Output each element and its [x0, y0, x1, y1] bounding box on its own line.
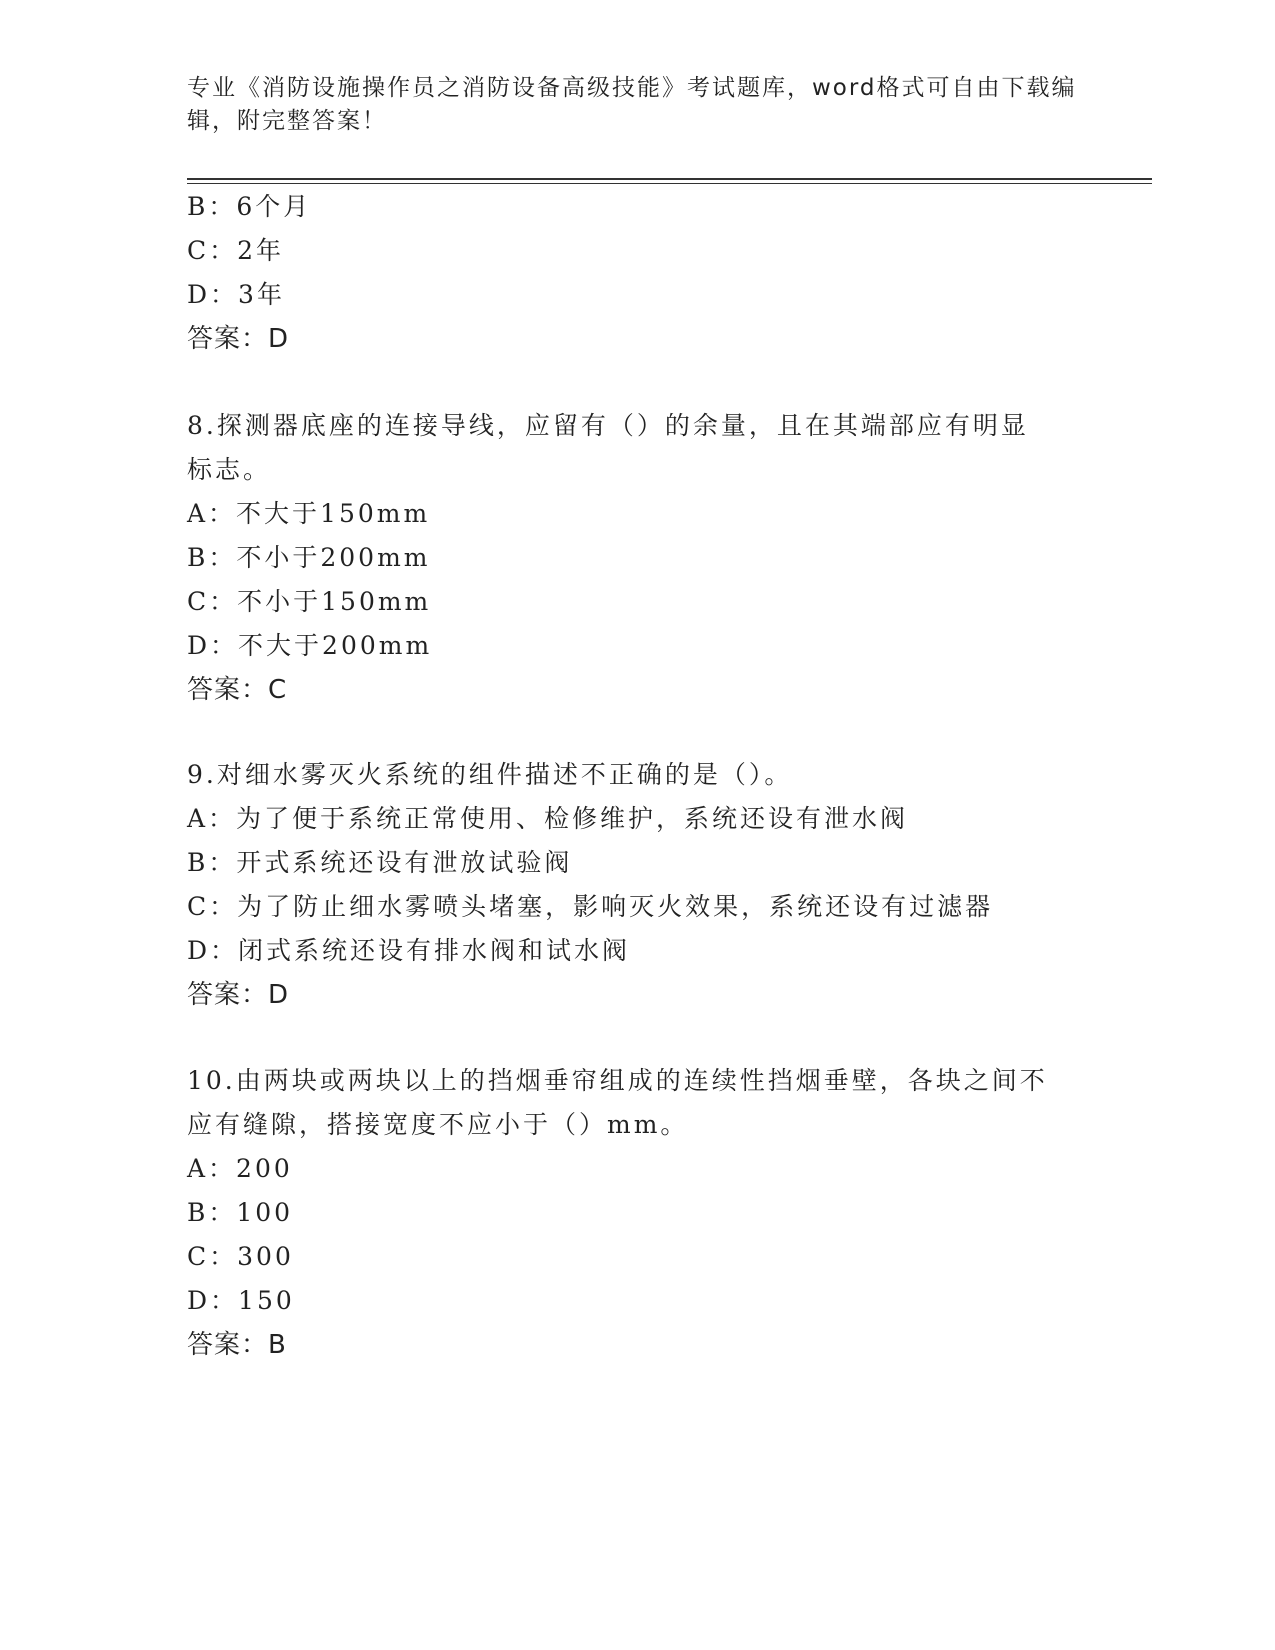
question-9-option-d: D：闭式系统还设有排水阀和试水阀 — [187, 936, 631, 965]
question-10-option-b: B：100 — [187, 1198, 294, 1227]
question-10-stem-cont: 应有缝隙，搭接宽度不应小于（）mm。 — [187, 1110, 689, 1139]
document-header — [187, 72, 1077, 138]
option-c: C：2年 — [187, 236, 285, 265]
question-10-option-c: C：300 — [187, 1242, 294, 1271]
question-9-option-a: A：为了便于系统正常使用、检修维护，系统还设有泄水阀 — [187, 804, 909, 833]
question-9-answer: 答案：D — [187, 980, 290, 1010]
question-10-stem: 10.由两块或两块以上的挡烟垂帘组成的连续性挡烟垂壁，各块之间不 — [187, 1066, 1048, 1095]
question-10-option-a: A：200 — [187, 1154, 293, 1183]
question-8-option-a: A：不大于150mm — [187, 499, 431, 528]
question-10-option-d: D：150 — [187, 1286, 295, 1315]
question-8-option-c: C：不小于150mm — [187, 587, 432, 616]
question-9-option-b: B：开式系统还设有泄放试验阀 — [187, 848, 573, 877]
header-divider — [187, 178, 1152, 180]
question-9-option-c: C：为了防止细水雾喷头堵塞，影响灭火效果，系统还设有过滤器 — [187, 892, 994, 921]
header-line-1: 专业《消防设施操作员之消防设备高级技能》考试题库，word格式可自由下载编 — [187, 75, 1077, 101]
header-line-2: 辑，附完整答案！ — [187, 108, 387, 134]
question-9-stem: 9.对细水雾灭火系统的组件描述不正确的是（）。 — [187, 760, 793, 789]
question-10-answer: 答案：B — [187, 1330, 287, 1360]
question-8-option-b: B：不小于200mm — [187, 543, 431, 572]
question-8-option-d: D：不大于200mm — [187, 631, 433, 660]
header-divider-thin — [187, 183, 1152, 184]
option-d: D：3年 — [187, 280, 285, 309]
answer: 答案：D — [187, 324, 290, 354]
option-b: B：6个月 — [187, 192, 312, 221]
question-8-answer: 答案：C — [187, 675, 288, 705]
question-8-stem-cont: 标志。 — [187, 455, 272, 484]
question-8-stem: 8.探测器底座的连接导线，应留有（）的余量，且在其端部应有明显 — [187, 411, 1029, 440]
